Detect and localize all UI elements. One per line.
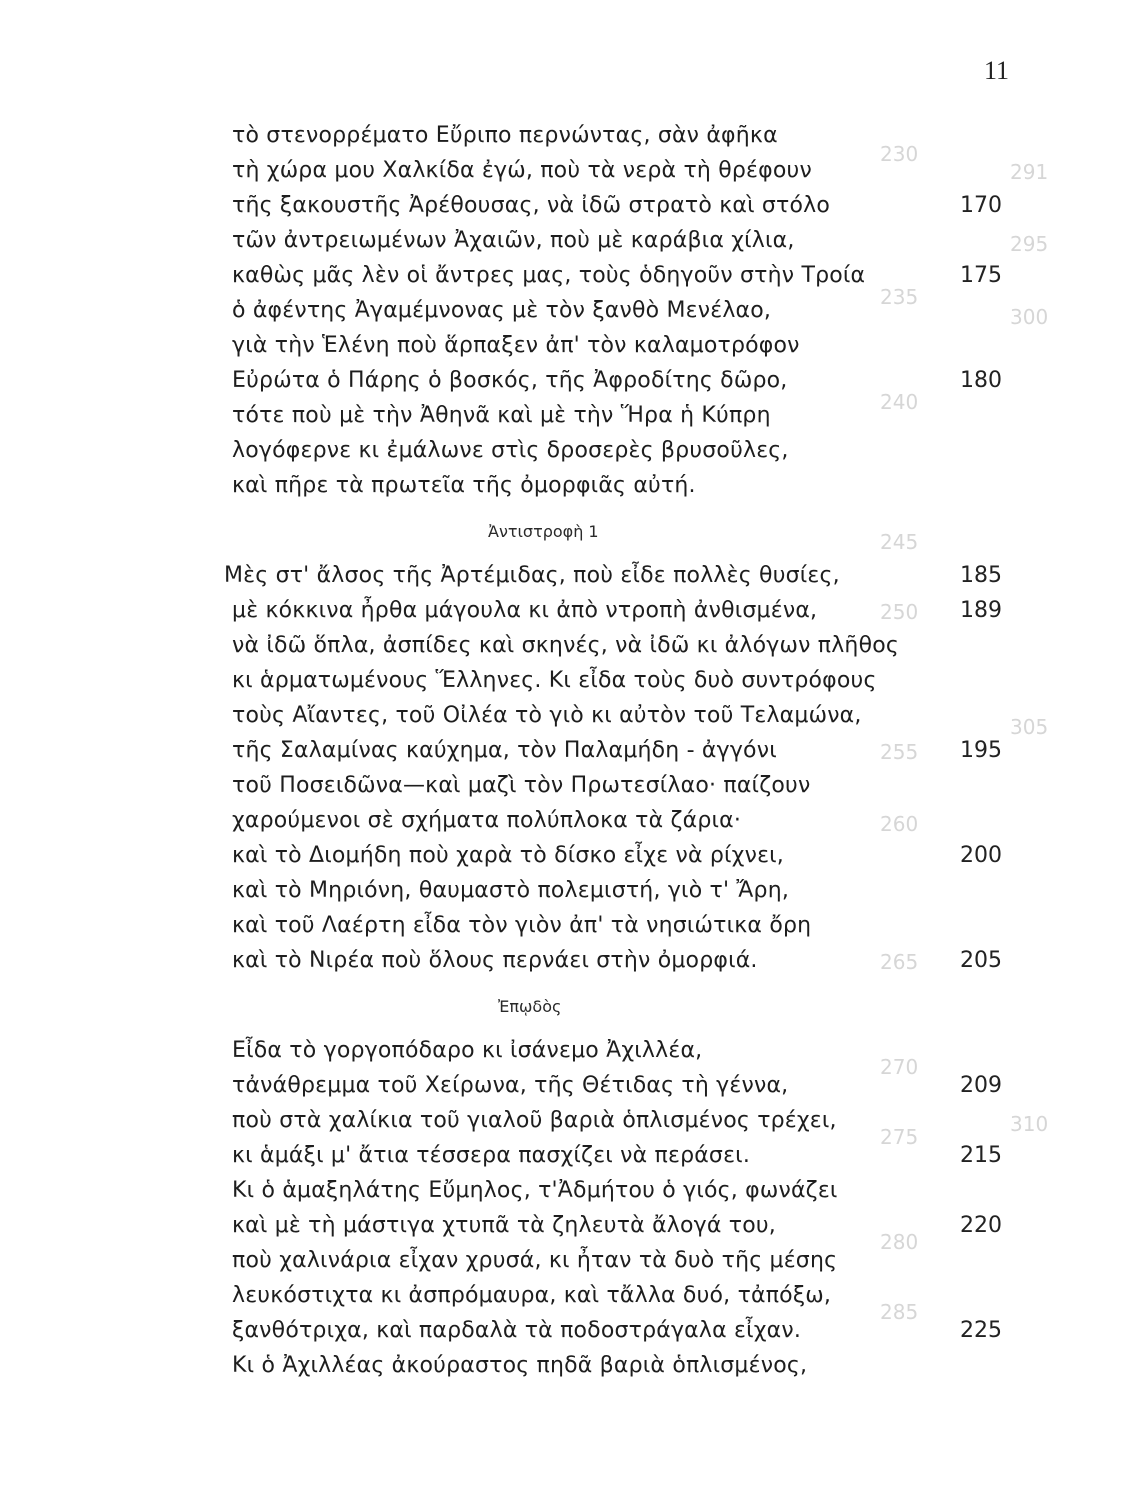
line-number: 185 xyxy=(960,563,1002,588)
line-number: 200 xyxy=(960,843,1002,868)
verse-line: ξανθότριχα, καὶ παρδαλὰ τὰ ποδοστράγαλα εἶχαν. xyxy=(232,1318,802,1343)
section-heading-epode: Ἐπῳδὸς xyxy=(498,997,562,1016)
line-number: 220 xyxy=(960,1213,1002,1238)
verse-line: καὶ τὸ Μηριόνη, θαυμαστὸ πολεμιστή, γιὸ τ' Ἄρη, xyxy=(232,878,790,903)
verse-line: καὶ τὸ Νιρέα ποὺ ὅλους περνάει στὴν ὀμορφιά. xyxy=(232,948,758,973)
verse-line: Κι ὁ ἁμαξηλάτης Εὔμηλος, τ'Ἀδμήτου ὁ γιός, φωνάζει xyxy=(232,1178,838,1203)
verse-line: λογόφερνε κι ἐμάλωνε στὶς δροσερὲς βρυσοῦλες, xyxy=(232,438,789,463)
verse-line: μὲ κόκκινα ἦρθα μάγουλα κι ἀπὸ ντροπὴ ἀνθισμένα, xyxy=(232,598,818,623)
verse-line: τῆς ξακουστῆς Ἀρέθουσας, νὰ ἰδῶ στρατὸ καὶ στόλο xyxy=(232,193,831,218)
verse-line: καὶ τοῦ Λαέρτη εἶδα τὸν γιὸν ἀπ' τὰ νησιώτικα ὄρη xyxy=(232,913,812,938)
verse-line: τότε ποὺ μὲ τὴν Ἀθηνᾶ καὶ μὲ τὴν Ἥρα ἡ Κύπρη xyxy=(232,403,771,428)
line-number: 189 xyxy=(960,598,1002,623)
line-number: 215 xyxy=(960,1143,1002,1168)
line-number: 195 xyxy=(960,738,1002,763)
verse-line: ὁ ἀφέντης Ἀγαμέμνονας μὲ τὸν ξανθὸ Μενέλαο, xyxy=(232,298,772,323)
page-number: 11 xyxy=(984,56,1010,85)
verse-line: καὶ τὸ Διομήδη ποὺ χαρὰ τὸ δίσκο εἶχε νὰ ρίχνει, xyxy=(232,843,785,868)
line-number: 225 xyxy=(960,1318,1002,1343)
verse-line: γιὰ τὴν Ἑλένη ποὺ ἅρπαξεν ἀπ' τὸν καλαμοτρόφον xyxy=(232,333,800,358)
verse-line: Κι ὁ Ἀχιλλέας ἀκούραστος πηδᾶ βαριὰ ὁπλισμένος, xyxy=(232,1353,808,1378)
verse-line: Εὐρώτα ὁ Πάρης ὁ βοσκός, τῆς Ἀφροδίτης δῶρο, xyxy=(232,368,788,393)
section-heading-antistrophe: Ἀντιστροφὴ 1 xyxy=(488,522,599,541)
verse-line: καὶ μὲ τὴ μάστιγα χτυπᾶ τὰ ζηλευτὰ ἄλογά του, xyxy=(232,1213,776,1238)
line-number: 209 xyxy=(960,1073,1002,1098)
verse-line: τὸ στενορρέματο Εὔριπο περνώντας, σὰν ἀφῆκα xyxy=(232,123,778,148)
verse-line: Εἶδα τὸ γοργοπόδαρο κι ἰσάνεμο Ἀχιλλέα, xyxy=(232,1038,703,1063)
line-number: 175 xyxy=(960,263,1002,288)
verse-line: νὰ ἰδῶ ὅπλα, ἀσπίδες καὶ σκηνές, νὰ ἰδῶ κι ἀλόγων πλῆθος xyxy=(232,633,899,658)
line-number: 170 xyxy=(960,193,1002,218)
verse-line: Μὲς στ' ἄλσος τῆς Ἀρτέμιδας, ποὺ εἶδε πολλὲς θυσίες, xyxy=(224,563,840,588)
verse-line: ποὺ χαλινάρια εἶχαν χρυσά, κι ἦταν τὰ δυὸ τῆς μέσης xyxy=(232,1248,838,1273)
verse-line: τοῦ Ποσειδῶνα—καὶ μαζὶ τὸν Πρωτεσίλαο· παίζουν xyxy=(232,773,811,798)
bleed-through-layer: 230 291 295 235 300 240 245 250 305 255 260 265 270 310 275 280 285 xyxy=(880,142,1049,1324)
verse-line: κι ἁρματωμένους Ἕλληνες. Κι εἶδα τοὺς δυὸ συντρόφους xyxy=(232,668,877,693)
line-number: 180 xyxy=(960,368,1002,393)
verse-line: καθὼς μᾶς λὲν οἱ ἄντρες μας, τοὺς ὁδηγοῦν στὴν Τροία xyxy=(232,263,866,288)
verse-line: κι ἁμάξι μ' ἄτια τέσσερα πασχίζει νὰ περάσει. xyxy=(232,1143,751,1168)
verse-line: χαρούμενοι σὲ σχήματα πολύπλοκα τὰ ζάρια· xyxy=(232,808,742,833)
verse-line: ποὺ στὰ χαλίκια τοῦ γιαλοῦ βαριὰ ὁπλισμένος τρέχει, xyxy=(232,1108,837,1133)
verse-line: τῆς Σαλαμίνας καύχημα, τὸν Παλαμήδη - ἀγγόνι xyxy=(232,738,777,763)
verse-line: τοὺς Αἴαντες, τοῦ Οἰλέα τὸ γιὸ κι αὐτὸν τοῦ Τελαμώνα, xyxy=(232,703,862,728)
verse-line: τὴ χώρα μου Χαλκίδα ἐγώ, ποὺ τὰ νερὰ τὴ θρέφουν xyxy=(232,158,812,183)
line-number: 205 xyxy=(960,948,1002,973)
verse-line: τῶν ἀντρειωμένων Ἀχαιῶν, ποὺ μὲ καράβια χίλια, xyxy=(232,228,795,253)
verse-line: καὶ πῆρε τὰ πρωτεῖα τῆς ὀμορφιᾶς αὐτή. xyxy=(232,473,696,498)
verse-line: τἀνάθρεμμα τοῦ Χείρωνα, τῆς Θέτιδας τὴ γέννα, xyxy=(232,1073,789,1098)
verse-line: λευκόστιχτα κι ἀσπρόμαυρα, καὶ τἄλλα δυό, τἀπόξω, xyxy=(232,1283,832,1308)
